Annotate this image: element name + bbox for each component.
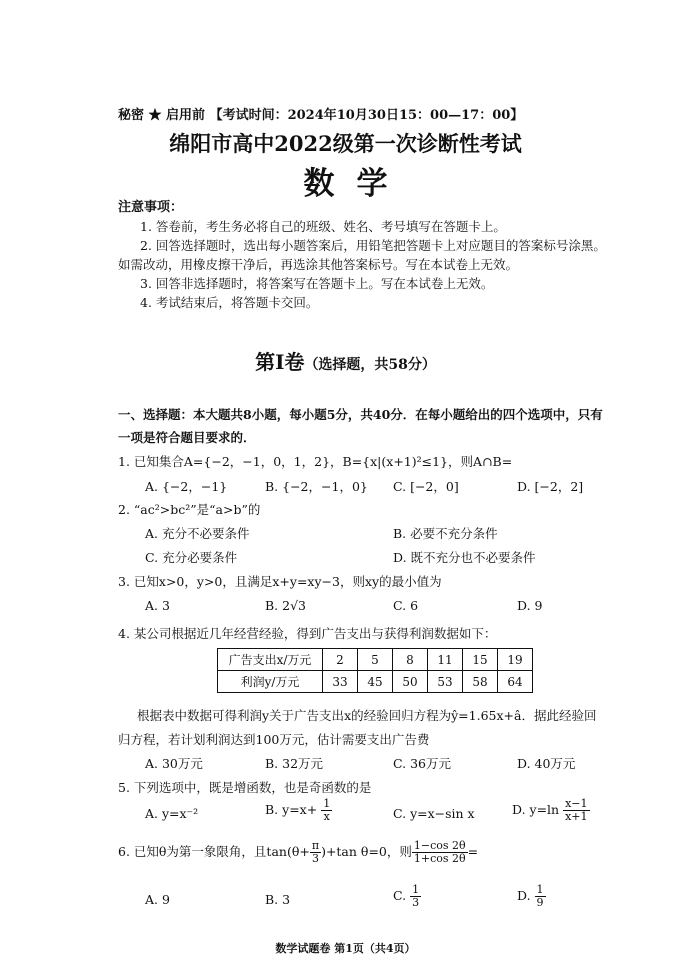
note-item: 如需改动，用橡皮擦干净后，再选涂其他答案标号。写在本试卷上无效。 — [118, 257, 519, 272]
note-item: 4. 考试结束后，将答题卡交回。 — [140, 295, 319, 310]
q1-option-d: D. [−2，2] — [517, 479, 584, 494]
q4-option-c: C. 36万元 — [393, 756, 451, 771]
q3-option-d: D. 9 — [517, 598, 543, 613]
question-4-body-line2: 归方程，若计划利润达到100万元，估计需要支出广告费 — [118, 732, 430, 747]
q5-option-a: A. y=x⁻² — [145, 806, 199, 821]
fraction-numerator: 1 — [536, 883, 544, 896]
fraction — [563, 798, 589, 823]
question-6-stem — [118, 840, 478, 865]
exam-title: 绵阳市高中2022级第一次诊断性考试 — [169, 131, 522, 156]
fraction — [535, 884, 546, 909]
fraction — [410, 884, 421, 909]
q3-option-a: A. 3 — [145, 598, 170, 613]
question-1-stem: 1. 已知集合A={−2，−1，0，1，2}，B={x|(x+1)²≤1}，则A∩B= — [118, 454, 513, 469]
q2-option-d: D. 既不充分也不必要条件 — [393, 550, 536, 565]
fraction-numerator: π — [311, 839, 320, 852]
confidential-header: 秘密 ★ 启用前 【考试时间：2024年10月30日15：00—17：00】 — [118, 108, 524, 123]
table-cell: 19 — [498, 649, 533, 671]
fraction-denominator: x — [323, 810, 330, 823]
q4-option-d: D. 40万元 — [517, 756, 576, 771]
table-cell: 5 — [358, 649, 393, 671]
q6-option-d-prefix: D. — [517, 888, 531, 903]
fraction-numerator: 1−cos 2θ — [413, 839, 466, 852]
fraction-denominator: 3 — [311, 852, 319, 865]
part-instructions-line2: 一项是符合题目要求的． — [118, 430, 256, 445]
subject-title: 数学 — [303, 166, 410, 202]
q5-option-d — [512, 798, 590, 823]
table-header-cell: 利润y/万元 — [218, 671, 323, 693]
question-4-stem: 4. 某公司根据近几年经营经验，得到广告支出与获得利润数据如下： — [118, 626, 497, 641]
section-name: 第Ⅰ卷 — [255, 350, 305, 374]
fraction-numerator: 1 — [412, 883, 420, 896]
note-item: 1. 答卷前，考生务必将自己的班级、姓名、考号填写在答题卡上。 — [140, 219, 506, 234]
table-row — [218, 649, 533, 671]
q2-option-a: A. 充分不必要条件 — [145, 526, 250, 541]
table-header-cell: 广告支出x/万元 — [218, 649, 323, 671]
note-item: 2. 回答选择题时，选出每小题答案后，用铅笔把答题卡上对应题目的答案标号涂黑。 — [140, 238, 606, 253]
table-cell: 45 — [358, 671, 393, 693]
fraction — [310, 840, 321, 865]
q5-option-d-prefix: D. y=ln — [512, 802, 560, 817]
q5-option-b-prefix: B. y=x+ — [265, 802, 318, 817]
table-cell: 8 — [393, 649, 428, 671]
table-cell: 33 — [323, 671, 358, 693]
fraction — [412, 840, 468, 865]
notes-title: 注意事项： — [118, 200, 184, 215]
q2-option-b: B. 必要不充分条件 — [393, 526, 498, 541]
fraction-denominator: 9 — [536, 896, 544, 909]
table-cell: 2 — [323, 649, 358, 671]
q5-option-b — [265, 798, 332, 823]
q4-option-b: B. 32万元 — [265, 756, 324, 771]
question-2-stem: 2. “ac²>bc²”是“a>b”的 — [118, 502, 261, 517]
table-cell: 50 — [393, 671, 428, 693]
q4-option-a: A. 30万元 — [145, 756, 203, 771]
table-cell: 53 — [428, 671, 463, 693]
data-table — [217, 648, 533, 693]
fraction-denominator: 1+cos 2θ — [413, 852, 466, 865]
q3-option-b: B. 2√3 — [265, 598, 307, 613]
question-3-stem: 3. 已知x>0，y>0，且满足x+y=xy−3，则xy的最小值为 — [118, 574, 442, 589]
table-cell: 15 — [463, 649, 498, 671]
fraction-numerator: x−1 — [565, 797, 588, 810]
q6-option-d — [517, 884, 546, 909]
q6-option-c — [393, 884, 421, 909]
q2-option-c: C. 充分必要条件 — [145, 550, 238, 565]
table-cell: 58 — [463, 671, 498, 693]
q1-option-a: A. {−2，−1} — [145, 479, 228, 494]
q1-option-b: B. {−2，−1，0} — [265, 479, 368, 494]
q6-stem-middle: )+tan θ=0，则 — [321, 844, 412, 859]
q6-stem-suffix: = — [467, 844, 479, 859]
question-4-body-line1: 根据表中数据可得利润y关于广告支出x的经验回归方程为ŷ=1.65x+â．据此经验回 — [137, 708, 597, 723]
q6-option-a: A. 9 — [145, 892, 170, 907]
table-cell: 11 — [428, 649, 463, 671]
section-title — [0, 346, 691, 375]
part-instructions-line1: 一、选择题：本大题共8小题，每小题5分，共40分．在每小题给出的四个选项中，只有 — [118, 407, 603, 422]
fraction-denominator: 3 — [412, 896, 420, 909]
q1-option-c: C. [−2，0] — [393, 479, 459, 494]
q6-option-c-prefix: C. — [393, 888, 407, 903]
page-footer: 数学试题卷 第1页（共4页） — [275, 942, 416, 955]
table-cell: 64 — [498, 671, 533, 693]
q6-stem-prefix: 6. 已知θ为第一象限角，且tan(θ+ — [118, 844, 310, 859]
q5-option-c: C. y=x−sin x — [393, 806, 475, 821]
question-5-stem: 5. 下列选项中，既是增函数，也是奇函数的是 — [118, 780, 372, 795]
table-row — [218, 671, 533, 693]
q3-option-c: C. 6 — [393, 598, 419, 613]
fraction-numerator: 1 — [323, 797, 331, 810]
fraction — [321, 798, 332, 823]
fraction-denominator: x+1 — [565, 810, 588, 823]
note-item: 3. 回答非选择题时，将答案写在答题卡上。写在本试卷上无效。 — [140, 276, 494, 291]
q6-option-b: B. 3 — [265, 892, 291, 907]
section-subtitle: （选择题，共58分） — [304, 357, 436, 373]
